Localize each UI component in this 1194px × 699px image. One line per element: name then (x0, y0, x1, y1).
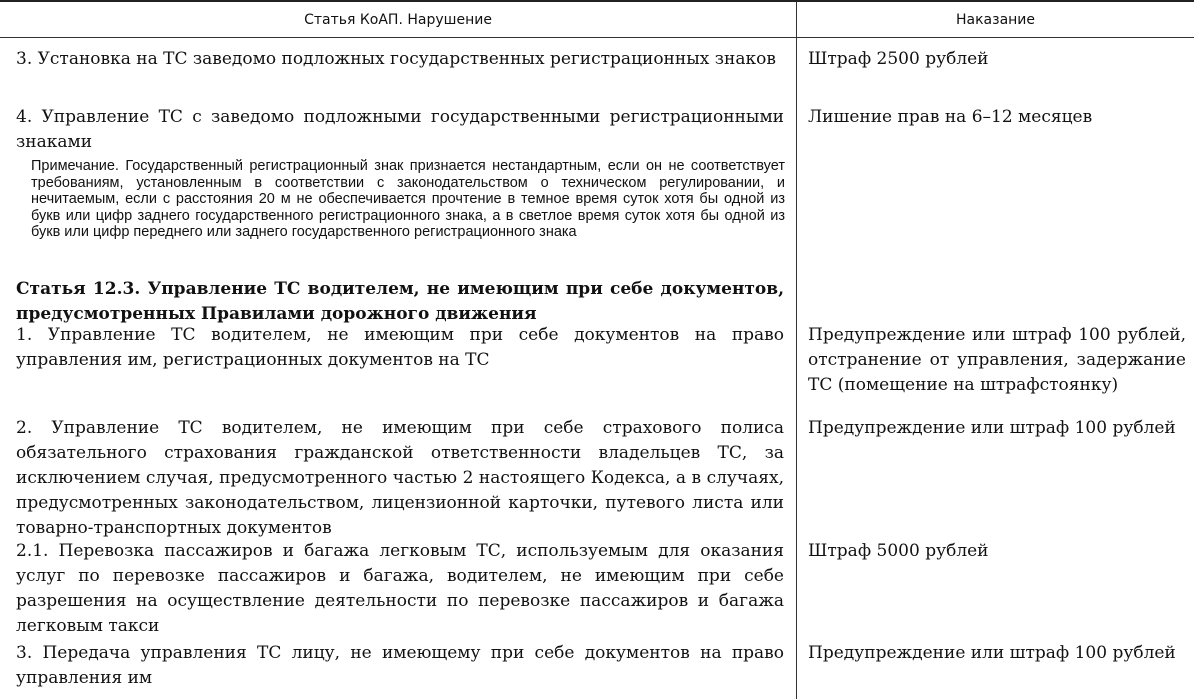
violation-text: 2.1. Перевозка пассажиров и багажа легковым ТС, используемым для оказания услуг по перевозке пассажиров и багажа, водителем, не имеющим при себе разрешения на осуществление деятельности по перевозке пассажиров и багажа легковым такси (16, 541, 784, 636)
penalty-text: Предупреждение или штраф 100 рублей (808, 643, 1176, 663)
header-divider (0, 37, 1194, 38)
violation-text: 4. Управление ТС с заведомо подложными государственными регистрационными знаками (16, 107, 784, 152)
penalty-text: Предупреждение или штраф 100 рублей (808, 418, 1176, 438)
column-divider (796, 2, 797, 699)
violation-text: 2. Управление ТС водителем, не имеющим при себе страхового полиса обязательного страхования гражданской ответственности владельцев ТС, за исключением случая, предусмотренного частью 2 настоящего Кодекса, а в случаях, предусмотренных законодательством, лицензионной карточки, путевого листа или товарно-транспортных документов (16, 418, 784, 538)
note-text: Примечание. Государственный регистрационный знак признается нестандартным, если он не соответствует требованиям, установленным в соответствии с законодательством о техническом регулировании, и нечитаемым, если с расстояния 20 м не обеспечивается прочтение в темное время суток хотя бы одной из букв или цифр заднего государственного регистрационного знака, а в светлое время суток хотя бы одной из букв или цифр переднего или заднего государственного регистрационного знака (31, 158, 785, 240)
article-heading: Статья 12.3. Управление ТС водителем, не имеющим при себе документов, предусмотренных Правилами дорожного движения (16, 279, 784, 324)
penalty-text: Предупреждение или штраф 100 рублей, отстранение от управления, задержание ТС (помещение на штрафстоянку) (808, 325, 1186, 395)
penalty-text: Лишение прав на 6–12 месяцев (808, 107, 1093, 127)
violation-text: 3. Передача управления ТС лицу, не имеющему при себе документов на право управления им (16, 643, 784, 688)
violation-text: 3. Установка на ТС заведомо подложных государственных регистрационных знаков (16, 49, 776, 69)
header-violation: Статья КоАП. Нарушение (304, 12, 492, 28)
penalty-text: Штраф 5000 рублей (808, 541, 989, 561)
penalty-text: Штраф 2500 рублей (808, 49, 989, 69)
header-penalty: Наказание (955, 12, 1036, 28)
violation-text: 1. Управление ТС водителем, не имеющим при себе документов на право управления им, регистрационных документов на ТС (16, 325, 784, 370)
